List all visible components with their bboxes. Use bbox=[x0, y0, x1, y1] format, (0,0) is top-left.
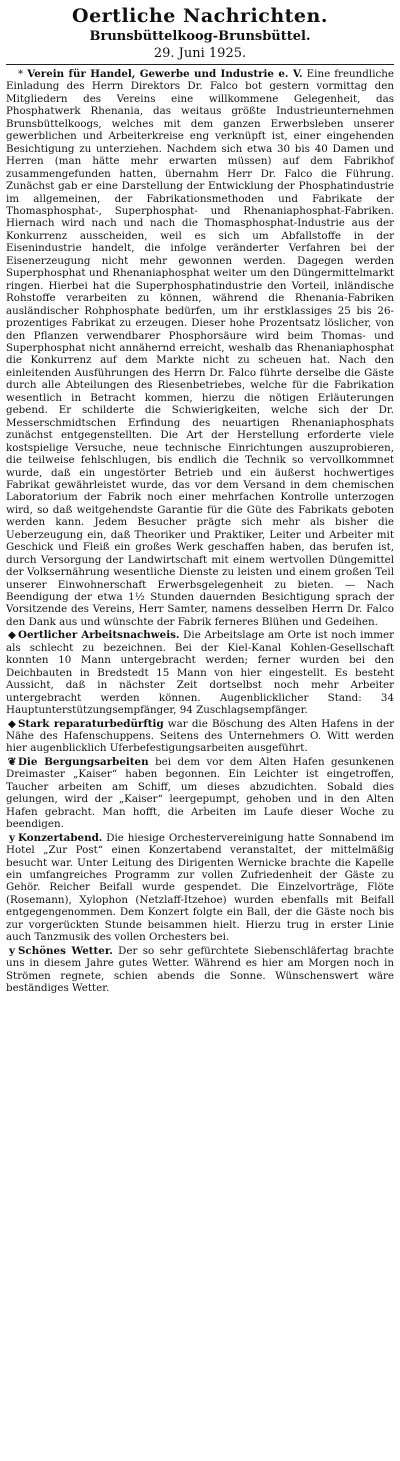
issue-date: 29. Juni 1925. bbox=[153, 46, 247, 61]
article-body: Die Arbeitslage am Orte ist noch immer als schlecht zu bezeichnen. Bei der Kiel-Kanal Kohlen-Gesellschaft konnten 10 Mann untergebracht werden; ferner wurden bei den Deichbauten in Bredstedt 15 Mann von hier eingestellt. Es besteht Aussicht, daß in nächster Zeit dortselbst noch mehr Arbeiter untergebracht werden können. Augenblicklicher Stand: 34 Hauptunterstützungsempfänger, 94 Zuschlagsempfänger. bbox=[6, 629, 394, 717]
article-bergung bbox=[6, 756, 394, 831]
article-wetter bbox=[6, 945, 394, 995]
article-verein bbox=[6, 68, 394, 628]
diamond-bullet-icon: ◆ bbox=[8, 629, 16, 642]
article-body: bei dem vor dem Alten Hafen gesunkenen Dreimaster „Kaiser“ haben begonnen. Ein Leichter ist eingetroffen, Taucher arbeiten am Schiff, um dieses abzudichten. Sobald dies gelungen, wird der „Kaiser“ leergepumpt, gehoben und in den Alten Hafen gebracht. Man hofft, die Arbeiten im Laufe dieser Woche zu beendigen. bbox=[6, 755, 394, 831]
article-body: Der so sehr gefürchtete Siebenschläfertag brachte uns in diesem Jahre gutes Wetter. Während es hier am Morgen noch in Strömen regnete, schien abends die Sonne. Wünschenswert wäre beständiges Wetter. bbox=[6, 944, 394, 995]
article-konzertabend bbox=[6, 832, 394, 944]
section-title: Oertliche Nachrichten. bbox=[72, 5, 328, 27]
section-subtitle: Brunsbüttelkoog-Brunsbüttel. bbox=[89, 29, 311, 44]
article-marker: y bbox=[9, 831, 15, 844]
article-boeschung bbox=[6, 718, 394, 755]
article-body: Eine freundliche Einladung des Herrn Direktors Dr. Falco bot gestern vormittag den Mitgliedern des Vereins eine willkommene Gelegenheit, das Phosphatwerk Rhenania, das weitaus größte Industrieunternehmen Brunsbüttelkoogs, welches mit dem ganzen Erwerbsleben unserer gewerblichen und Arbeiterkreise eng verknüpft ist, einer eingehenden Besichtigung zu unterziehen. Nachdem sich etwa 30 bis 40 Damen und Herren (man hätte mehr erwarten müssen) auf dem Fabrikhof zusammengefunden hatten, übernahm Herr Dr. Falco die Führung. Zunächst gab er eine Darstellung der Entwicklung der Phosphatindustrie im allgemeinen, der Fabrikationsmethoden und Fabrikate der Thomasphosphat-, Superphosphat- und Rhenaniaphosphat-Fabriken. Hiernach wird nach und nach die Thomasphosphat-Industrie aus der Konkurrenz ausscheiden, weil es sich um Abfallstoffe in der Eisenindustrie handelt, die infolge veränderter Verfahren bei der Eisenerzeugung nicht mehr gewonnen werden. Dagegen werden Superphosphat und Rhenaniaphosphat weiter um den Düngermittelmarkt ringen. Hierbei hat die Superphosphatindustrie den Vorteil, inländische Rohstoffe verarbeiten zu können, während die Rhenania-Fabriken ausländischer Rohphosphate bedürfen, um ihr erstklassiges 25 bis 26-prozentiges Fabrikat zu erzeugen. Dieser hohe Prozentsatz löslicher, von den Pflanzen verwendbarer Phosphorsäure wird beim Thomas- und Superphosphat nicht annähernd erreicht, weshalb das Rhenaniaphosphat die Konkurrenz auf dem Markte nicht zu scheuen hat. Nach den einleitenden Ausführungen des Herrn Dr. Falco führte derselbe die Gäste durch alle Abteilungen des Riesenbetriebes, welche für die Fabrikation wesentlich in Betracht kommen, hierzu die nötigen Erläuterungen gebend. Er schilderte die Schwierigkeiten, welche sich der Dr. Messerschmidtschen Erfindung des neuartigen Rhenaniaphosphats zunächst entgegenstellten. Die Art der Herstellung erforderte viele kostspielige Versuche, neue technische Einrichtungen auszuprobieren, die teilweise fehlschlugen, bis endlich die Technik so vervollkommnet wurde, daß ein ungestörter Betrieb und ein äußerst hochwertiges Fabrikat gewährleistet wurde, das vor dem Versand in dem chemischen Laboratorium der Fabrik noch einer mehrfachen Kontrolle unterzogen wird, so daß weitgehendste Garantie für die Güte des Fabrikats geboten werden kann. Jedem Besucher prägte sich mehr als bisher die Ueberzeugung ein, daß Theoriker und Praktiker, Leiter und Arbeiter mit Geschick und Fleiß ein großes Werk geschaffen haben, das berufen ist, durch Versorgung der Landwirtschaft mit einem wertvollen Düngemittel der Volksernährung wesentliche Dienste zu leisten und einem großen Teil unserer Einwohnerschaft Erwerbsgelegenheit zu bieten. — Nach Beendigung der etwa 1½ Stunden dauernden Besichtigung sprach der Vorsitzende des Vereins, Herr Samter, namens desselben Herrn Dr. Falco den Dank aus und wünschte der Fabrik ferneres Blühen und Gedeihen. bbox=[6, 68, 394, 628]
article-heading: Oertlicher Arbeitsnachweis. bbox=[18, 629, 180, 642]
header-divider bbox=[6, 64, 394, 65]
article-heading: Verein für Handel, Gewerbe und Industrie e. V. bbox=[27, 68, 303, 80]
article-heading: Die Bergungsarbeiten bbox=[18, 755, 149, 768]
diamond-bullet-icon: ◆ bbox=[8, 717, 16, 730]
article-heading: Konzertabend. bbox=[18, 831, 103, 844]
article-body: Die hiesige Orchestervereinigung hatte Sonnabend im Hotel „Zur Post“ einen Konzertabend veranstaltet, der mittelmäßig besucht war. Unter Leitung des Dirigenten Wernicke brachte die Kapelle ein umfangreiches Programm zur vollen Zufriedenheit der Gäste zu Gehör. Reicher Beifall wurde gespendet. Die Einzelvorträge, Flöte (Rosemann), Xylophon (Netzlaff-Itzehoe) wurden ebenfalls mit Beifall entgegengenommen. Dem Konzert folgte ein Ball, der die Gäste noch bis zur vorgerückten Stunde beisammen hielt. Hierzu trug in erster Linie auch Tanzmusik des vollen Orchesters bei. bbox=[6, 831, 394, 944]
article-heading: Schönes Wetter. bbox=[18, 944, 113, 957]
article-body: war die Böschung des Alten Hafens in der Nähe des Hafenschuppens. Seitens des Unternehmers O. Witt werden hier augenblicklich Uferbefestigungsarbeiten ausgeführt. bbox=[6, 717, 395, 755]
article-marker: y bbox=[9, 944, 15, 957]
article-heading: Stark reparaturbedürftig bbox=[18, 717, 164, 730]
fleuron-bullet-icon: ❦ bbox=[7, 755, 17, 768]
article-marker: * bbox=[18, 68, 24, 80]
article-arbeitsnachweis bbox=[6, 629, 394, 716]
masthead bbox=[6, 4, 394, 62]
